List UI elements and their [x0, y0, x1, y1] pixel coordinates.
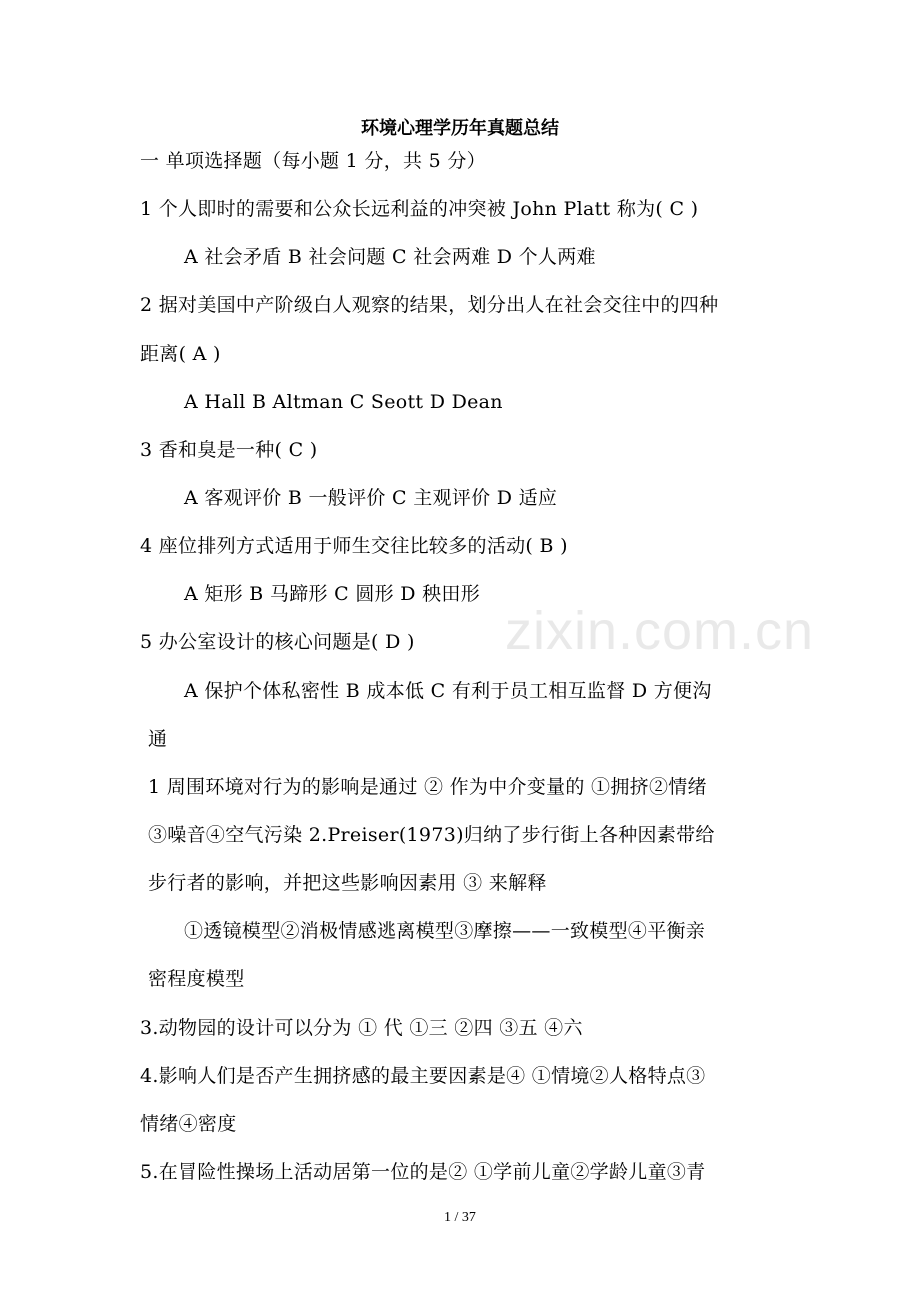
- question-text: 4.影响人们是否产生拥挤感的最主要因素是④ ①情境②人格特点③: [140, 1065, 706, 1087]
- page-number: 1 / 37: [444, 1210, 476, 1225]
- answer-options: 通: [148, 728, 168, 750]
- question-text: 2 据对美国中产阶级白人观察的结果，划分出人在社会交往中的四种: [140, 294, 719, 316]
- question-text: 1 个人即时的需要和公众长远利益的冲突被 John Platt 称为( C ): [140, 198, 699, 220]
- question-text: 1 周围环境对行为的影响是通过 ② 作为中介变量的 ①拥挤②情绪: [148, 776, 707, 798]
- answer-options: A 社会矛盾 B 社会问题 C 社会两难 D 个人两难: [184, 246, 596, 268]
- answer-options: A 保护个体私密性 B 成本低 C 有利于员工相互监督 D 方便沟: [184, 680, 712, 702]
- answer-options: A Hall B Altman C Seott D Dean: [184, 391, 503, 413]
- question-text: 5 办公室设计的核心问题是( D ): [140, 631, 415, 653]
- question-text: 4 座位排列方式适用于师生交往比较多的活动( B ): [140, 535, 568, 557]
- question-text: 3.动物园的设计可以分为 ① 代 ①三 ②四 ③五 ④六: [140, 1017, 583, 1039]
- answer-options: ①透镜模型②消极情感逃离模型③摩擦——一致模型④平衡亲: [184, 920, 706, 942]
- question-text: 距离( A ): [140, 343, 221, 365]
- section-heading: 一 单项选择题（每小题 1 分，共 5 分）: [140, 150, 486, 172]
- question-text: 步行者的影响，并把这些影响因素用 ③ 来解释: [148, 872, 547, 894]
- question-text: 情绪④密度: [140, 1113, 237, 1135]
- answer-options: A 矩形 B 马蹄形 C 圆形 D 秧田形: [184, 583, 481, 605]
- watermark: zixin.com.cn: [505, 601, 815, 661]
- question-text: ③噪音④空气污染 2.Preiser(1973)归纳了步行街上各种因素带给: [148, 824, 715, 846]
- answer-options: 密程度模型: [148, 968, 245, 990]
- question-text: 5.在冒险性操场上活动居第一位的是② ①学前儿童②学龄儿童③青: [140, 1161, 706, 1183]
- page-title: 环境心理学历年真题总结: [361, 118, 559, 139]
- question-text: 3 香和臭是一种( C ): [140, 439, 318, 461]
- answer-options: A 客观评价 B 一般评价 C 主观评价 D 适应: [184, 487, 558, 509]
